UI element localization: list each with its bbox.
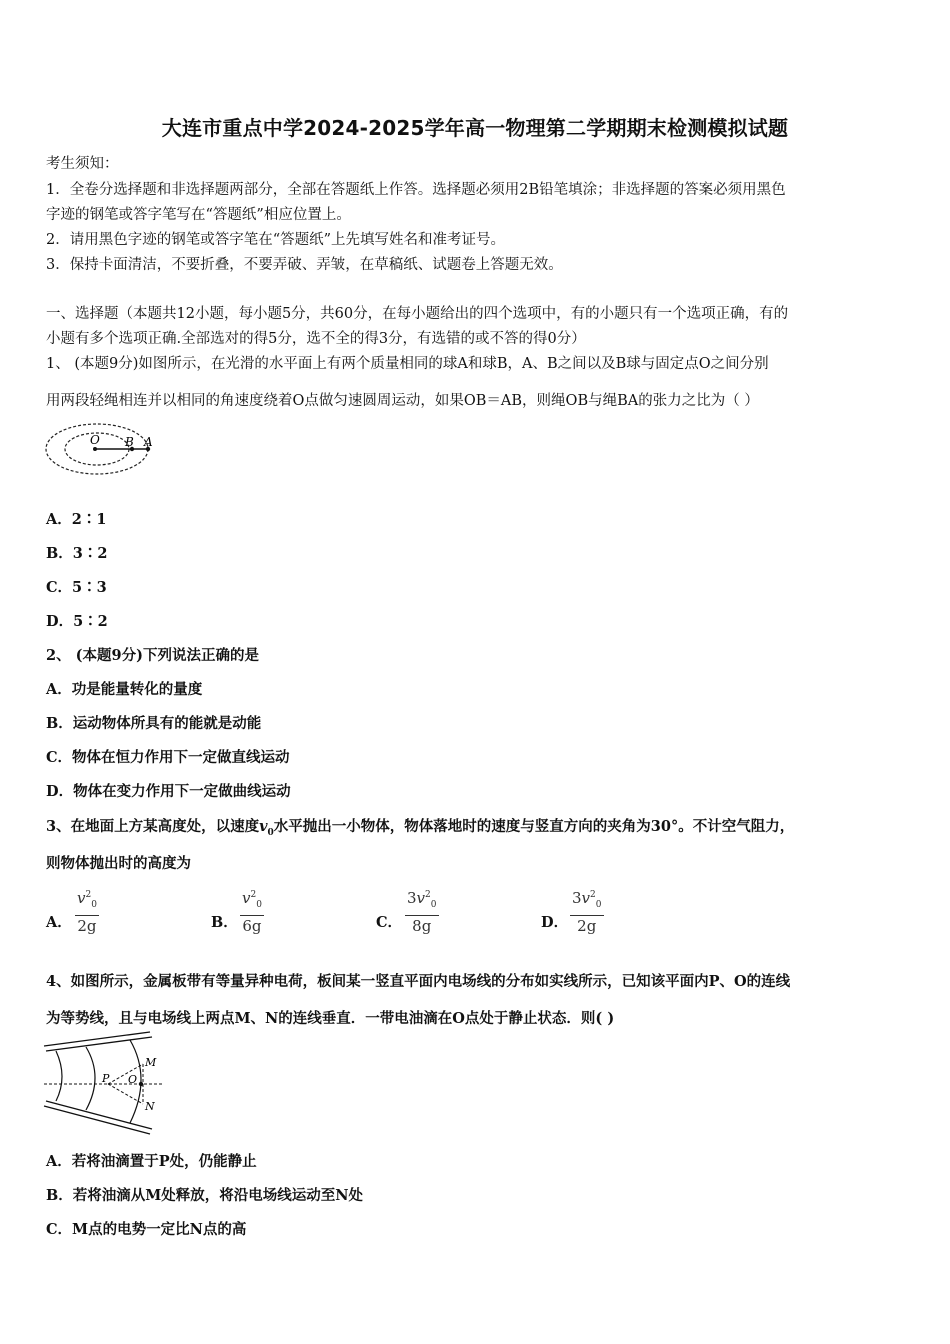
q4-label-p: P xyxy=(102,1072,110,1085)
q4-field-figure xyxy=(42,1030,168,1140)
notice-item-1b: 字迹的钢笔或答字笔写在“答题纸”相应位置上。 xyxy=(46,207,351,223)
q3-option-c[interactable]: C． xyxy=(376,914,403,931)
q4-dashed-p-to-m xyxy=(108,1064,143,1084)
q4-label-n: N xyxy=(145,1100,155,1113)
q4-stem-line2: 为等势线，且与电场线上两点M、N的连线垂直．一带电油滴在O点处于静止状态．则( ) xyxy=(46,1010,615,1027)
q2-option-d[interactable]: D．物体在变力作用下一定做曲线运动 xyxy=(46,783,291,800)
q1-point-o xyxy=(93,447,97,451)
q3-option-a[interactable]: A． xyxy=(46,914,72,931)
q1-label-a: A xyxy=(144,435,153,449)
q4-option-b[interactable]: B．若将油滴从M处释放，将沿电场线运动至N处 xyxy=(46,1187,364,1204)
q4-option-c[interactable]: C．M点的电势一定比N点的高 xyxy=(46,1221,247,1238)
page-title: 大连市重点中学2024-2025学年高一物理第二学期期末检测模拟试题 xyxy=(161,116,789,140)
q1-option-d[interactable]: D．5∶2 xyxy=(46,613,108,630)
q4-field-line-2 xyxy=(86,1047,95,1110)
notice-heading: 考生须知： xyxy=(46,156,119,172)
q3-stem-line1 xyxy=(46,815,794,838)
q3-option-d-formula: $\frac{3v^2_0}{2g}$ xyxy=(570,885,604,936)
q3-option-b[interactable]: B． xyxy=(211,914,238,931)
q1-option-c[interactable]: C．5∶3 xyxy=(46,579,107,596)
q3-velocity-subscript: 0 xyxy=(267,827,274,838)
q3-option-b-formula: $\frac{v^2_0}{6g}$ xyxy=(240,885,264,936)
q4-lower-plate-inner xyxy=(46,1101,152,1129)
q4-lower-plate-outer xyxy=(44,1106,150,1134)
q4-label-m: M xyxy=(145,1056,157,1069)
q3-option-a-formula: $\frac{v^2_0}{2g}$ xyxy=(75,885,99,936)
q3-option-d[interactable]: D． xyxy=(541,914,569,931)
q3-stem-part1: 3、在地面上方某高度处，以速度 xyxy=(46,818,260,835)
q4-stem-line1: 4、如图所示，金属板带有等量异种电荷，板间某一竖直平面内电场线的分布如实线所示，已知该平面内P、O的连线 xyxy=(46,973,791,990)
q1-label-o: O xyxy=(90,433,100,447)
q3-velocity-symbol: v xyxy=(259,818,268,835)
q1-orbit-figure xyxy=(44,420,156,478)
q4-option-a[interactable]: A．若将油滴置于P处，仍能静止 xyxy=(46,1153,257,1170)
section-heading-line2: 小题有多个选项正确.全部选对的得5分，选不全的得3分，有选错的或不答的得0分） xyxy=(46,331,586,347)
q1-stem-line2: 用两段轻绳相连并以相同的角速度绕着O点做匀速圆周运动，如果OB＝AB，则绳OB与绳BA的张力之比为（ ） xyxy=(46,393,759,409)
q1-label-b: B xyxy=(125,435,134,449)
q2-option-c[interactable]: C．物体在恒力作用下一定做直线运动 xyxy=(46,749,290,766)
q2-option-a[interactable]: A．功是能量转化的量度 xyxy=(46,681,203,698)
q1-option-a[interactable]: A．2∶1 xyxy=(46,511,107,528)
section-heading-line1: 一、选择题（本题共12小题，每小题5分，共60分，在每小题给出的四个选项中，有的小题只有一个选项正确，有的 xyxy=(46,306,789,322)
notice-item-1a: 1．全卷分选择题和非选择题两部分，全部在答题纸上作答。选择题必须用2B铅笔填涂；非选择题的答案必须用黑色 xyxy=(46,182,786,198)
q2-stem: 2、 (本题9分)下列说法正确的是 xyxy=(46,647,259,664)
q1-option-b[interactable]: B．3∶2 xyxy=(46,545,108,562)
q1-stem-line1: 1、 (本题9分)如图所示，在光滑的水平面上有两个质量相同的球A和球B，A、B之间以及B球与固定点O之间分别 xyxy=(46,356,769,372)
q3-option-c-formula: $\frac{3v^2_0}{8g}$ xyxy=(405,885,439,936)
q3-stem-part2: 水平抛出一小物体，物体落地时的速度与竖直方向的夹角为30°。不计空气阻力， xyxy=(273,818,795,835)
q4-label-o: O xyxy=(128,1073,138,1086)
q4-point-o xyxy=(139,1082,143,1086)
notice-item-2: 2．请用黑色字迹的钢笔或答字笔在“答题纸”上先填写姓名和准考证号。 xyxy=(46,232,506,248)
q2-option-b[interactable]: B．运动物体所具有的能就是动能 xyxy=(46,715,262,732)
notice-item-3: 3．保持卡面清洁，不要折叠，不要弄破、弄皱，在草稿纸、试题卷上答题无效。 xyxy=(46,257,563,273)
q3-stem-line2: 则物体抛出时的高度为 xyxy=(46,855,191,872)
q4-field-line-1 xyxy=(56,1051,62,1101)
